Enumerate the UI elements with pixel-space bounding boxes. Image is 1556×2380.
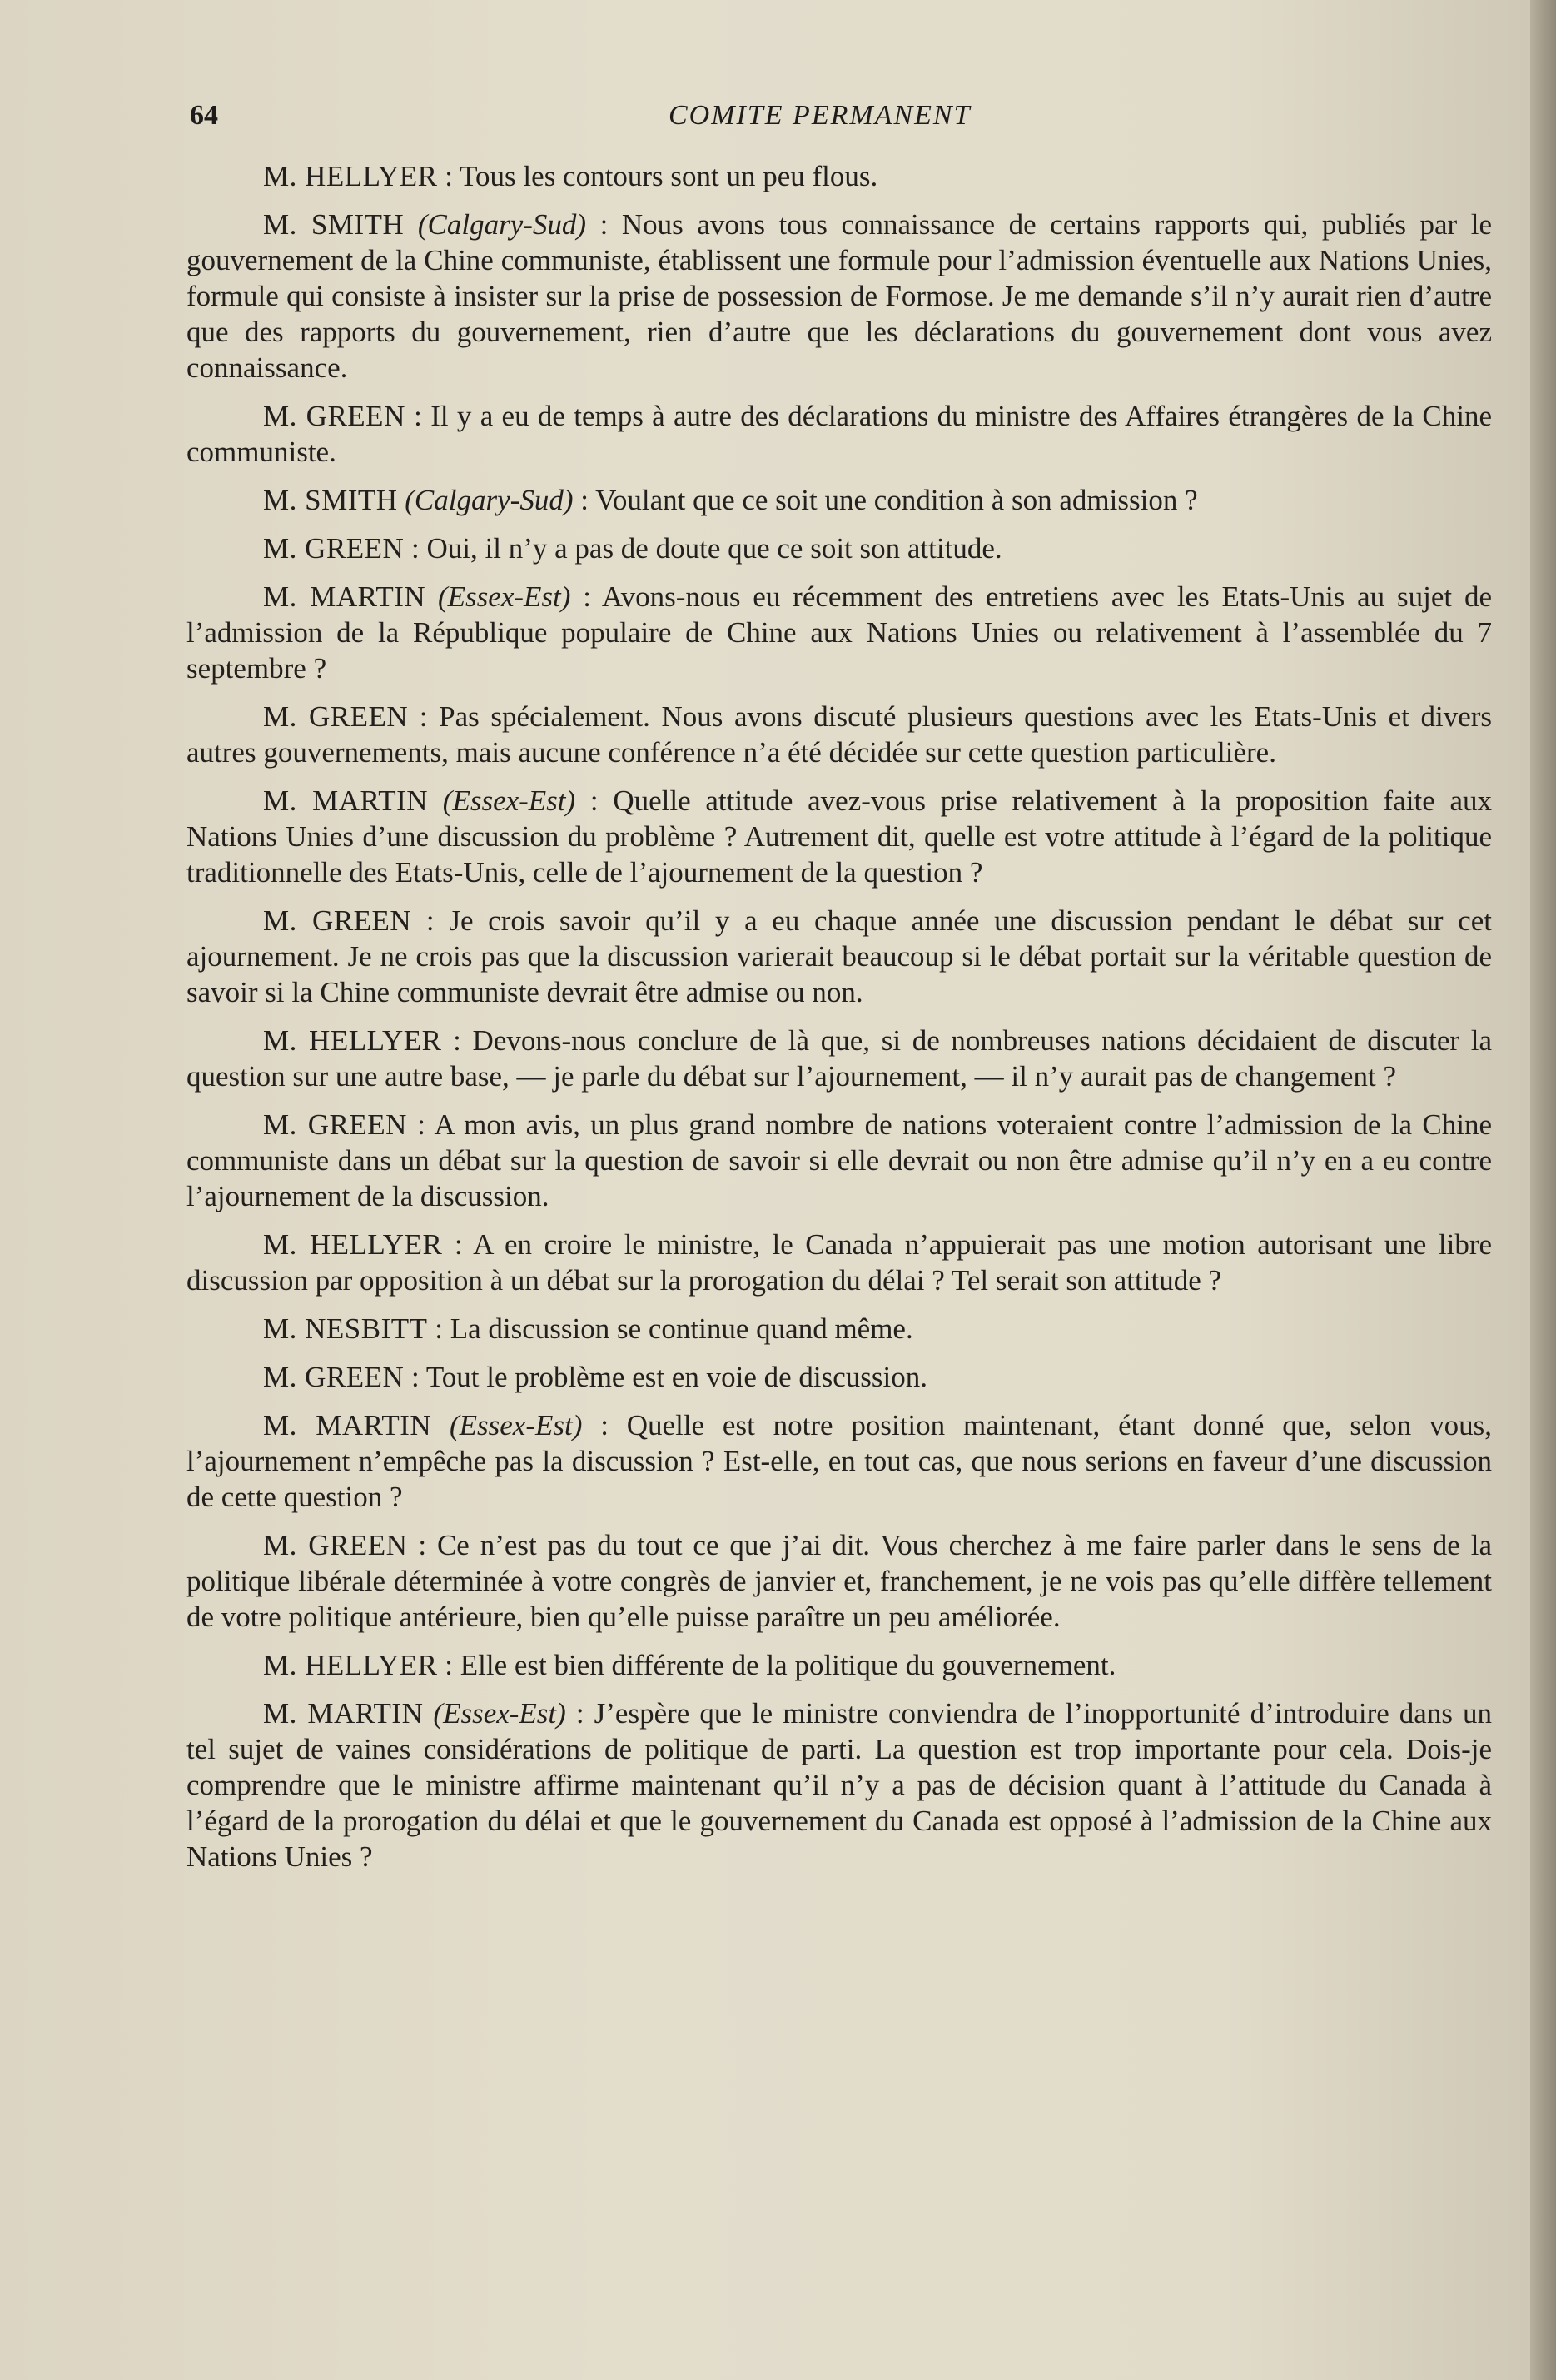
separator: :	[442, 1228, 474, 1261]
speaker-name: M. GREEN	[263, 700, 409, 733]
speech-text: Il y a eu de temps à autre des déclarations du ministre des Affaires étrangères de la Chine communiste.	[186, 400, 1492, 468]
speaker-name: M. GREEN	[263, 1108, 407, 1141]
speech-paragraph	[186, 1107, 1492, 1214]
page-header	[190, 100, 1489, 142]
speech-text: Devons-nous conclure de là que, si de nombreuses nations décidaient de discuter la question sur une autre base, — je parle du débat sur l’ajournement, — il n’y aurait pas de changement ?	[186, 1024, 1492, 1093]
separator: :	[575, 784, 614, 817]
speech-text: Ce n’est pas du tout ce que j’ai dit. Vous cherchez à me faire parler dans le sens de la politique libérale déterminée à votre congrès de janvier et, franchement, je ne vois pas qu’elle diffère tellement de votre politique antérieure, bien qu’elle puisse paraître un peu améliorée.	[186, 1529, 1492, 1633]
speech-text: Nous avons tous connaissance de certains rapports qui, publiés par le gouvernement de la Chine communiste, établissent une formule pour l’admission éventuelle aux Nations Unies, formule qui consiste à insister sur la prise de possession de Formose. Je me demande s’il n’y aurait rien d’autre que des rapports du gouvernement, rien d’autre que les déclarations du gouvernement dont vous avez connaissance.	[186, 208, 1492, 384]
speech-text: Avons-nous eu récemment des entretiens avec les Etats-Unis au sujet de l’admission de la République populaire de Chine aux Nations Unies ou relativement à l’assemblée du 7 septembre ?	[186, 580, 1493, 685]
speech-paragraph	[186, 579, 1492, 686]
speaker-name: M. GREEN	[263, 400, 405, 432]
page-edge-shadow	[1530, 0, 1556, 2380]
speech-paragraph	[186, 903, 1492, 1010]
page-number: 64	[190, 100, 218, 131]
separator: :	[427, 1312, 450, 1345]
speech-paragraph	[186, 699, 1492, 770]
speech-text: Quelle attitude avez-vous prise relativement à la proposition faite aux Nations Unies d’une discussion du problème ? Autrement dit, quelle est votre attitude à l’égard de la politique traditionnelle des Etats-Unis, celle de l’ajournement de la question ?	[186, 784, 1492, 889]
speech-paragraph	[186, 783, 1492, 890]
speaker-name: M. GREEN	[263, 904, 412, 937]
speech-paragraph	[186, 1311, 1492, 1347]
speaker-riding: (Essex-Est)	[450, 1409, 583, 1441]
speaker-name: M. MARTIN	[263, 580, 426, 613]
speech-paragraph	[186, 1647, 1492, 1683]
speech-text: A mon avis, un plus grand nombre de nations voteraient contre l’admission de la Chine communiste dans un débat sur la question de savoir si elle devrait ou non être admise qu’il n’y en a eu contre l’ajournement de la discussion.	[186, 1108, 1493, 1212]
speech-paragraph	[186, 1407, 1492, 1515]
speaker-name: M. HELLYER	[263, 1024, 442, 1057]
speech-paragraph	[186, 1695, 1492, 1875]
speech-text: A en croire le ministre, le Canada n’appuierait pas une motion autorisant une libre discussion par opposition à un débat sur la prorogation du délai ? Tel serait son attitude ?	[186, 1228, 1493, 1297]
speech-text: La discussion se continue quand même.	[450, 1312, 913, 1345]
speaker-name: M. GREEN	[263, 1529, 408, 1561]
separator: :	[437, 1649, 460, 1681]
separator: :	[406, 1108, 435, 1141]
separator: :	[411, 904, 450, 937]
speech-text: Quelle est notre position maintenant, étant donné que, selon vous, l’ajournement n’empêche pas la discussion ? Est-elle, en tout cas, que nous serions en faveur d’une discussion de cette question ?	[186, 1409, 1492, 1513]
running-title: COMITE PERMANENT	[669, 100, 972, 131]
speaker-riding: (Calgary-Sud)	[417, 208, 587, 241]
speaker-name: M. MARTIN	[263, 1697, 424, 1730]
speech-text: Tout le problème est en voie de discussion.	[425, 1361, 928, 1393]
transcript-body	[186, 158, 1492, 1887]
speech-paragraph	[186, 530, 1492, 566]
speech-paragraph	[186, 1023, 1492, 1094]
separator: :	[586, 208, 622, 241]
speech-paragraph	[186, 158, 1492, 194]
speech-paragraph	[186, 398, 1492, 470]
speaker-name: M. SMITH	[263, 484, 398, 516]
separator: :	[570, 580, 602, 613]
speech-paragraph	[186, 482, 1492, 518]
speech-text: Oui, il n’y a pas de doute que ce soit son attitude.	[426, 532, 1002, 565]
separator: :	[565, 1697, 594, 1730]
separator: :	[582, 1409, 627, 1441]
speaker-name: M. SMITH	[263, 208, 405, 241]
speaker-name: M. HELLYER	[263, 1649, 438, 1681]
speech-text: Pas spécialement. Nous avons discuté plusieurs questions avec les Etats-Unis et divers autres gouvernements, mais aucune conférence n’a été décidée sur cette question particulière.	[186, 700, 1493, 769]
speaker-riding: (Essex-Est)	[433, 1697, 566, 1730]
separator: :	[405, 400, 431, 432]
speaker-name: M. GREEN	[263, 1361, 405, 1393]
speaker-name: M. GREEN	[263, 532, 405, 565]
speaker-name: M. HELLYER	[263, 160, 438, 192]
speaker-name: M. MARTIN	[263, 1409, 432, 1441]
speech-paragraph	[186, 1227, 1492, 1298]
speaker-name: M. HELLYER	[263, 1228, 443, 1261]
speech-text: Tous les contours sont un peu flous.	[460, 160, 878, 192]
separator: :	[408, 700, 440, 733]
speech-text: Voulant que ce soit une condition à son admission ?	[595, 484, 1198, 516]
speech-text: Elle est bien différente de la politique du gouvernement.	[460, 1649, 1116, 1681]
speaker-riding: (Essex-Est)	[442, 784, 576, 817]
separator: :	[441, 1024, 473, 1057]
separator: :	[407, 1529, 437, 1561]
speech-text: Je crois savoir qu’il y a eu chaque année une discussion pendant le débat sur cet ajournement. Je ne crois pas que la discussion varierait beaucoup si le débat portait sur la véritable question de savoir si la Chine communiste devrait être admise ou non.	[186, 904, 1493, 1008]
separator: :	[404, 1361, 426, 1393]
separator: :	[437, 160, 460, 192]
speech-paragraph	[186, 1359, 1492, 1395]
speaker-riding: (Calgary-Sud)	[405, 484, 574, 516]
speaker-name: M. NESBITT	[263, 1312, 428, 1345]
speech-paragraph	[186, 1527, 1492, 1635]
speaker-name: M. MARTIN	[263, 784, 429, 817]
separator: :	[404, 532, 427, 565]
speaker-riding: (Essex-Est)	[438, 580, 571, 613]
speech-text: J’espère que le ministre conviendra de l’inopportunité d’introduire dans un tel sujet de vaines considérations de politique de parti. La question est trop importante pour cela. Dois-je comprendre que le ministre affirme maintenant qu’il n’y a pas de décision quant à l’attitude du Canada à l’égard de la prorogation du délai et que le gouvernement du Canada est opposé à l’admission de la Chine aux Nations Unies ?	[186, 1697, 1493, 1873]
separator: :	[573, 484, 596, 516]
speech-paragraph	[186, 207, 1492, 386]
